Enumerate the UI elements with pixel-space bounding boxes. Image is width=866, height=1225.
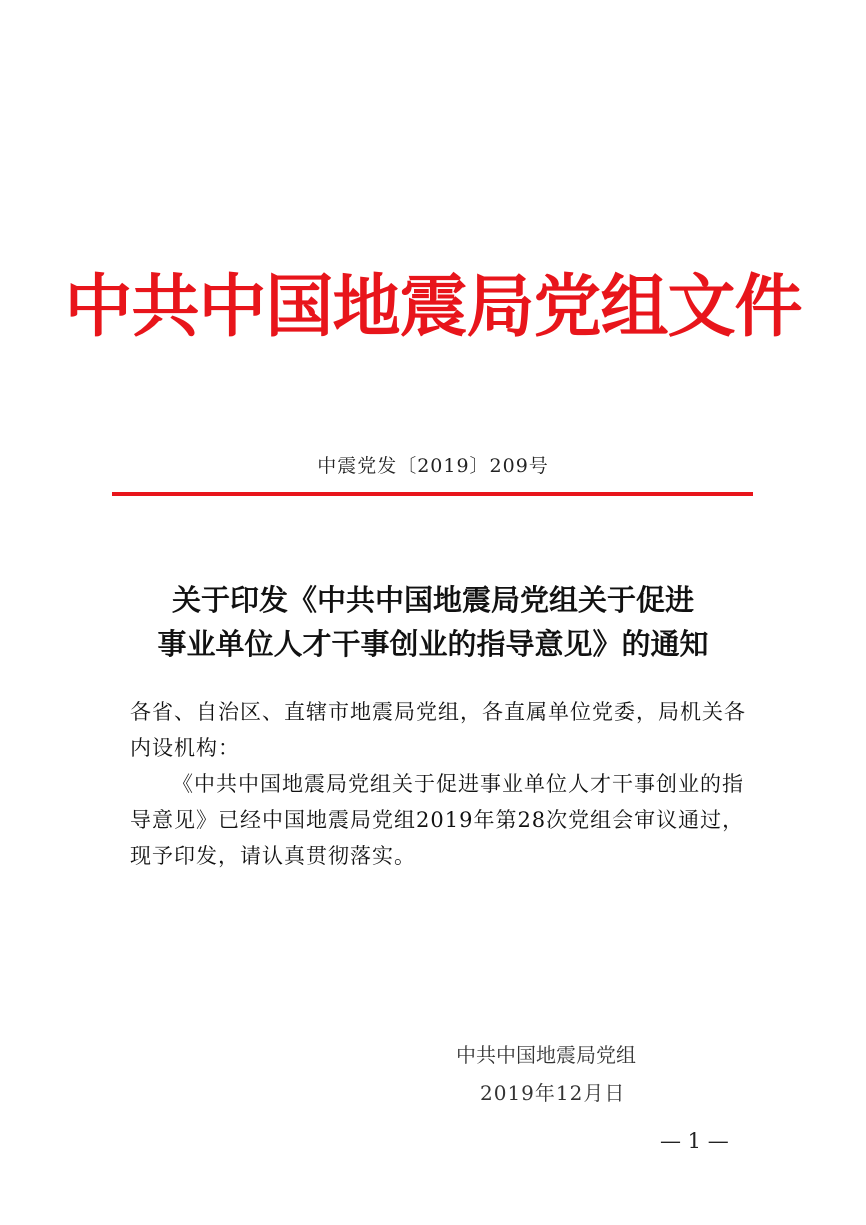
- red-divider-line: [112, 492, 753, 496]
- page-number: — 1 —: [660, 1129, 729, 1153]
- document-title-line-2: 事业单位人才干事创业的指导意见》的通知: [157, 627, 709, 661]
- document-title: [100, 578, 766, 666]
- document-body: [130, 694, 750, 874]
- red-header-title: 中共中国地震局党组文件: [64, 267, 802, 347]
- salutation: 各省、自治区、直辖市地震局党组，各直属单位党委，局机关各内设机构：: [130, 700, 746, 760]
- body-paragraph: 《中共中国地震局党组关于促进事业单位人才干事创业的指导意见》已经中国地震局党组2019年第28次党组会审议通过，现予印发，请认真贯彻落实。: [130, 772, 745, 868]
- document-title-line-1: 关于印发《中共中国地震局党组关于促进: [171, 583, 694, 617]
- issuer-signature: 中共中国地震局党组: [456, 1043, 636, 1067]
- issue-date: 2019年12月日: [480, 1081, 626, 1105]
- document-number: 中震党发〔2019〕209号: [317, 455, 549, 477]
